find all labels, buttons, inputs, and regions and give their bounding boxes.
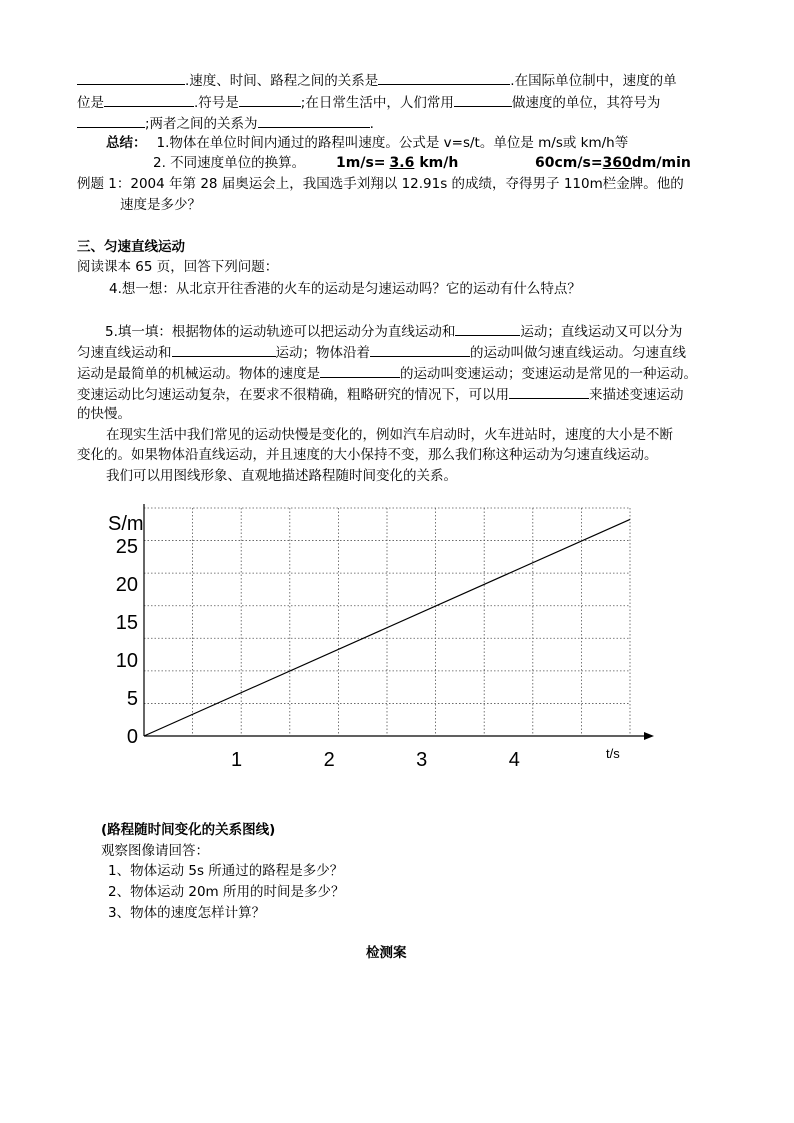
- answer-blank[interactable]: [320, 363, 400, 378]
- x-tick-label: 1: [231, 749, 243, 770]
- distance-time-chart: [100, 500, 660, 770]
- y-tick-label: 10: [115, 650, 138, 672]
- para1-line2: 位是 .符号是 ;在日常生活中，人们常用 做速度的单位，其符号为: [77, 92, 660, 113]
- answer-blank[interactable]: [455, 321, 520, 336]
- unit-conversion-2: 60cm/s=360dm/min: [535, 155, 691, 171]
- y-tick-label: 15: [115, 612, 138, 634]
- answer-blank[interactable]: [509, 384, 589, 399]
- summary-line1: 总结： 1.物体在单位时间内通过的路程叫速度。公式是 v=s/t。单位是 m/s或 km/h等: [106, 135, 629, 151]
- section-title: 三、匀速直线运动: [77, 239, 185, 255]
- x-tick-label: 3: [416, 749, 428, 770]
- answer-blank[interactable]: [172, 342, 276, 357]
- x-axis-arrow: [644, 732, 654, 740]
- question-1: 1、物体运动 5s 所通过的路程是多少？: [108, 863, 344, 879]
- paragraph-line1: 在现实生活中我们常见的运动快慢是变化的，例如汽车启动时，火车进站时，速度的大小是不断: [106, 427, 673, 443]
- q5-line5: 的快慢。: [77, 406, 131, 422]
- q5-line3: 运动是最简单的机械运动。物体的速度是 的运动叫变速运动；变速运动是常见的一种运动。: [77, 363, 697, 384]
- y-tick-label: 25: [115, 536, 138, 558]
- answer-blank[interactable]: [370, 342, 470, 357]
- paragraph-line2: 变化的。如果物体沿直线运动，并且速度的大小保持不变，那么我们称这种运动为匀速直线运动。: [77, 447, 658, 463]
- chart-caption: (路程随时间变化的关系图线): [101, 822, 276, 838]
- section-footer-title: 检测案: [366, 945, 407, 961]
- para1-line1: .速度、时间、路程之间的关系是 .在国际单位制中，速度的单: [77, 70, 677, 91]
- answer-blank[interactable]: [454, 92, 512, 107]
- example1-line1: 例题 1：2004 年第 28 届奥运会上，我国选手刘翔以 12.91s 的成绩，夺得男子 110m栏金牌。他的: [77, 176, 684, 192]
- q5-line2: 匀速直线运动和 运动；物体沿着 的运动叫做匀速直线运动。匀速直线: [77, 342, 686, 363]
- questions-intro: 观察图像请回答：: [101, 843, 209, 859]
- q5-line4: 变速运动比匀速运动复杂，在要求不很精确，粗略研究的情况下，可以用 来描述变速运动: [77, 384, 684, 405]
- question-4: 4.想一想：从北京开往香港的火车的运动是匀速运动吗？它的运动有什么特点？: [109, 281, 581, 297]
- para1-line3: ;两者之间的关系为 .: [77, 113, 374, 134]
- y-axis-label: S/m: [108, 513, 144, 535]
- summary-label: 总结：: [106, 135, 147, 151]
- x-tick-label: 2: [323, 749, 335, 770]
- question-2: 2、物体运动 20m 所用的时间是多少？: [108, 884, 345, 900]
- answer-blank[interactable]: [258, 113, 370, 128]
- x-axis-label: t/s: [606, 746, 620, 761]
- answer-blank[interactable]: [77, 113, 145, 128]
- answer-blank[interactable]: [378, 70, 510, 85]
- y-tick-label: 0: [126, 726, 138, 748]
- section-intro: 阅读课本 65 页，回答下列问题：: [77, 259, 279, 275]
- paragraph-line3: 我们可以用图线形象、直观地描述路程随时间变化的关系。: [106, 468, 457, 484]
- answer-blank[interactable]: [77, 70, 185, 85]
- y-tick-label: 20: [115, 574, 138, 596]
- summary-line2: 2. 不同速度单位的换算。: [153, 155, 306, 171]
- question-3: 3、物体的速度怎样计算？: [108, 905, 266, 921]
- x-tick-label: 4: [508, 749, 520, 770]
- answer-blank[interactable]: [104, 92, 194, 107]
- unit-conversion-1: 1m/s= 3.6 km/h: [336, 155, 459, 171]
- answer-blank[interactable]: [239, 92, 301, 107]
- y-tick-label: 5: [126, 688, 138, 710]
- example1-line2: 速度是多少？: [120, 197, 201, 213]
- q5-line1: 5.填一填：根据物体的运动轨迹可以把运动分为直线运动和 运动；直线运动又可以分为: [105, 321, 682, 342]
